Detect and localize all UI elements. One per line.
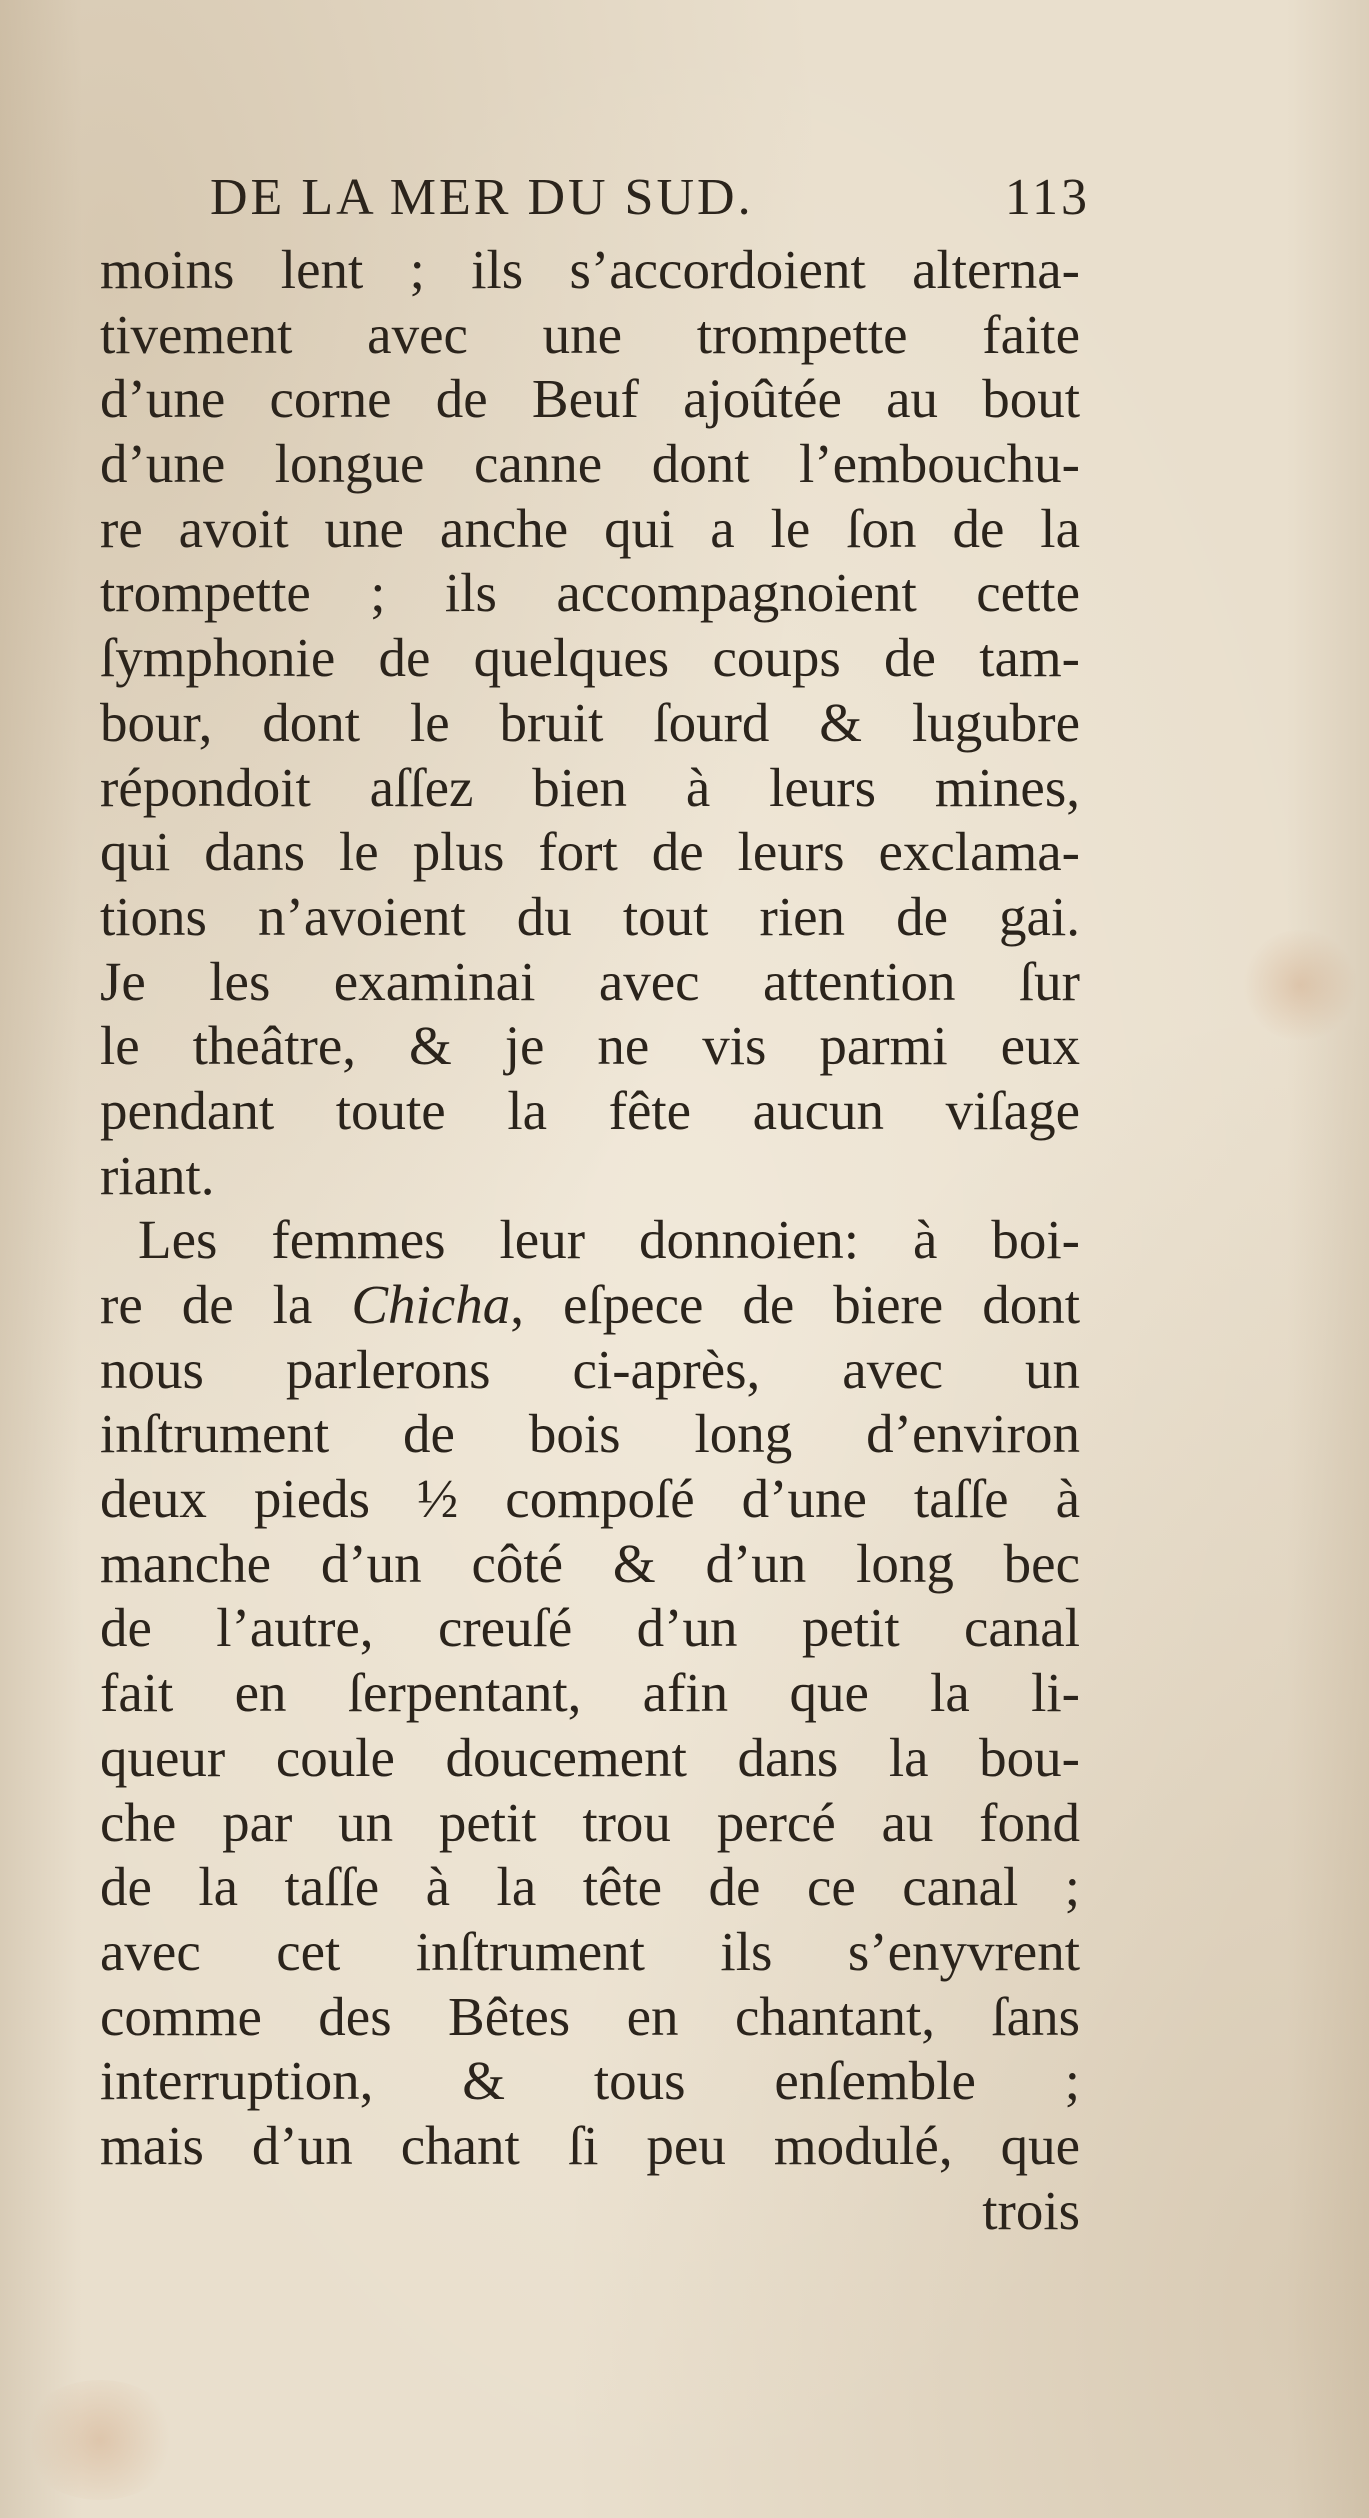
text-line: pendant toute la fête aucun viſage [100,1079,1080,1141]
text-line: queur coule doucement dans la bou- [100,1726,1080,1788]
page-number: 113 [1004,169,1090,226]
text-line: répondoit aſſez bien à leurs mines, [100,756,1080,818]
text-line: bour, dont le bruit ſourd & lugubre [100,691,1080,753]
foxing-stain [1240,930,1360,1040]
text-line: moins lent ; ils s’accordoient alterna- [100,239,1080,300]
text-line: de la taſſe à la tête de ce canal ; [100,1856,1080,1918]
text-line: deux pieds ½ compoſé d’une taſſe à [100,1468,1080,1530]
text-line-with-italic [100,1273,1080,1338]
running-head [210,168,1090,238]
italic-term: Chicha [351,1274,511,1335]
text-segment: , eſpece de biere dont [510,1274,1080,1335]
foxing-stain [20,2380,180,2500]
text-line: tivement avec une trompette faite [100,303,1080,365]
text-line: avec cet inſtrument ils s’enyvrent [100,1920,1080,1982]
body-text [100,238,1080,2243]
text-line: Je les examinai avec attention ſur [100,950,1080,1012]
paragraph-first-line: Les femmes leur donnoien: à boi- [138,1209,1080,1271]
text-line: inſtrument de bois long d’environ [100,1403,1080,1465]
text-line: tions n’avoient du tout rien de gai. [100,885,1080,947]
text-line: ſymphonie de quelques coups de tam- [100,627,1080,689]
text-line: de l’autre, creuſé d’un petit canal [100,1597,1080,1659]
text-line: riant. [100,1144,215,1206]
text-line: d’une corne de Beuf ajoûtée au bout [100,368,1080,430]
text-line: fait en ſerpentant, afin que la li- [100,1662,1080,1724]
text-line: re avoit une anche qui a le ſon de la [100,497,1080,559]
catchword: trois [982,2179,1080,2241]
text-line: mais d’un chant ſi peu modulé, que [100,2114,1080,2176]
text-line: qui dans le plus fort de leurs exclama- [100,821,1080,883]
text-line: comme des Bêtes en chantant, ſans [100,1985,1080,2047]
text-line: che par un petit trou percé au fond [100,1791,1080,1853]
text-line: le theâtre, & je ne vis parmi eux [100,1015,1080,1077]
text-line: manche d’un côté & d’un long bec [100,1532,1080,1594]
text-line: interruption, & tous enſemble ; [100,2050,1080,2112]
text-line: trompette ; ils accompagnoient cette [100,562,1080,624]
text-line: d’une longue canne dont l’embouchu- [100,433,1080,495]
text-segment: re de la [100,1274,352,1335]
text-line: nous parlerons ci-après, avec un [100,1338,1080,1400]
running-head-title: DE LA MER DU SUD. [210,169,754,226]
